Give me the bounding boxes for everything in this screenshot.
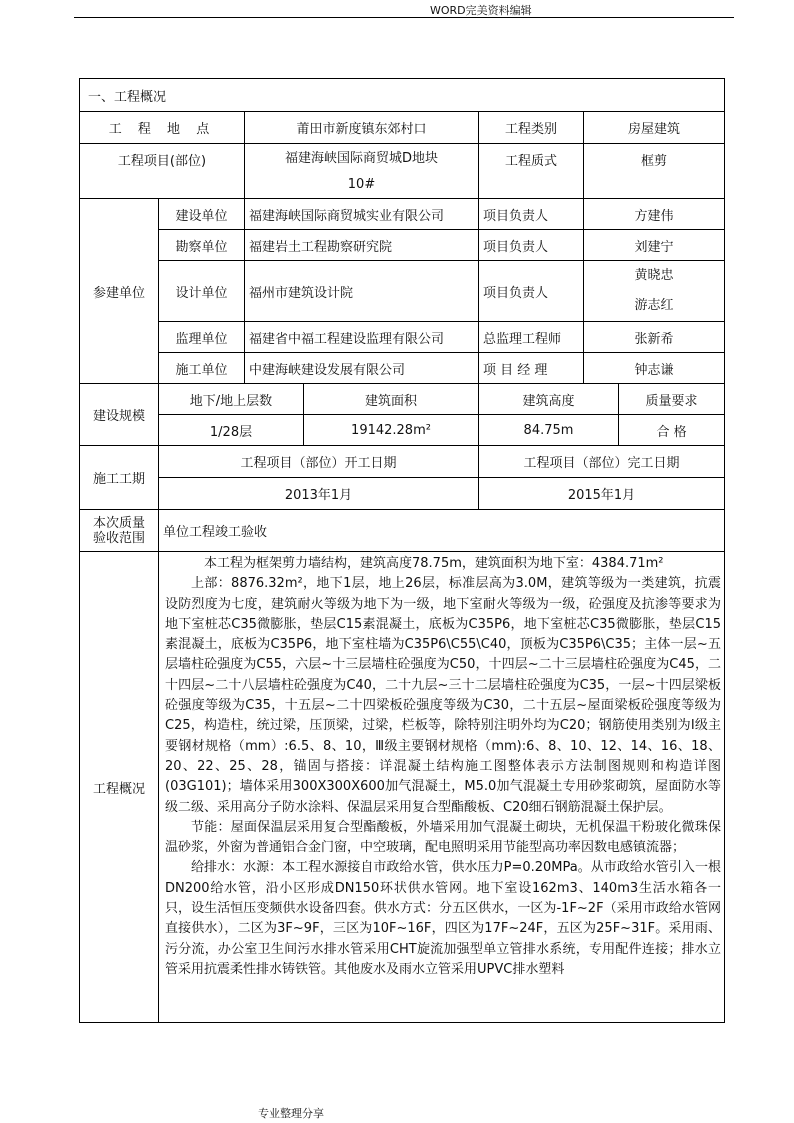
quality-label: 工程质式 — [479, 144, 584, 199]
participant-company: 福建岩土工程勘察研究院 — [245, 230, 479, 261]
period-start-value: 2013年1月 — [159, 478, 479, 510]
overview-row — [80, 552, 725, 1023]
acceptance-form-table — [79, 78, 725, 1023]
overview-label: 工程概况 — [80, 552, 159, 1023]
participant-row — [80, 199, 725, 230]
overview-paragraph: 节能：屋面保温层采用复合型酯酸板，外墙采用加气混凝土砌块，无机保温干粉玻化微珠保温砂浆，外窗为普通铝合金门窗，中空玻璃，配电照明采用节能型高功率因数电感镇流器； — [165, 819, 722, 856]
location-value: 莆田市新度镇东郊村口 — [245, 112, 479, 144]
scale-header-height: 建筑高度 — [479, 384, 619, 415]
project-value-line2: 10# — [347, 177, 376, 192]
scope-value: 单位工程竣工验收 — [159, 510, 725, 552]
participant-role: 施工单位 — [159, 353, 245, 384]
period-label: 施工工期 — [80, 446, 159, 510]
participant-person: 方建伟 — [584, 199, 725, 230]
period-start-label: 工程项目（部位）开工日期 — [159, 446, 479, 478]
participant-title: 项目负责人 — [479, 261, 584, 322]
participant-title: 总监理工程师 — [479, 322, 584, 353]
participant-row — [80, 353, 725, 384]
scale-header-area: 建筑面积 — [304, 384, 479, 415]
participant-role: 监理单位 — [159, 322, 245, 353]
participant-company: 福建省中福工程建设监理有限公司 — [245, 322, 479, 353]
overview-text — [159, 552, 725, 1023]
scale-value-row — [80, 415, 725, 446]
participant-person-2: 游志红 — [634, 298, 674, 313]
scope-label — [80, 510, 159, 552]
section-row — [80, 79, 725, 112]
participant-role: 设计单位 — [159, 261, 245, 322]
participant-title: 项目负责人 — [479, 199, 584, 230]
participant-title: 项 目 经 理 — [479, 353, 584, 384]
period-end-label: 工程项目（部位）完工日期 — [479, 446, 725, 478]
scope-row — [80, 510, 725, 552]
scale-header-row — [80, 384, 725, 415]
page-footer: 专业整理分享 — [258, 1107, 324, 1120]
participant-company: 福州市建筑设计院 — [245, 261, 479, 322]
participant-company: 中建海峡建设发展有限公司 — [245, 353, 479, 384]
participant-row — [80, 322, 725, 353]
scope-label-line1: 本次质量 — [92, 515, 145, 531]
participants-label: 参建单位 — [80, 199, 159, 384]
participant-row — [80, 261, 725, 322]
participant-role: 建设单位 — [159, 199, 245, 230]
participant-person-1: 黄晓忠 — [634, 268, 674, 283]
period-end-value: 2015年1月 — [479, 478, 725, 510]
project-row — [80, 144, 725, 199]
scope-label-line2: 验收范围 — [92, 530, 145, 546]
scale-value-area: 19142.28m² — [304, 415, 479, 446]
type-value: 房屋建筑 — [584, 112, 725, 144]
participant-row — [80, 230, 725, 261]
overview-paragraph: 本工程为框架剪力墙结构，建筑高度78.75m，建筑面积为地下室：4384.71m² — [204, 556, 664, 571]
section-title: 一、工程概况 — [80, 79, 725, 112]
scale-value-height: 84.75m — [479, 415, 619, 446]
participant-person: 张新希 — [584, 322, 725, 353]
project-label: 工程项目(部位) — [80, 144, 245, 199]
header-text: WORD完美资料编辑 — [430, 4, 532, 17]
overview-paragraph: 上部：8876.32m²，地下1层，地上26层，标准层高为3.0M，建筑等级为一类建筑，抗震设防烈度为七度，建筑耐火等级为地下为一级，地下室耐火等级为一级，砼强度及抗渗等要求为地下室桩芯C35微膨胀，垫层C15素混凝土，底板为C35P6，地下室桩芯C35微膨胀，垫层C15素混凝土，底板为C35P6，地下室柱墙为C35P6\C55\C40，顶板为C35P6\C35；主体一层~五层墙柱砼强度为C55，六层~十三层墙柱砼强度为C50，十四层~二十三层墙柱砼强度为C45，二十四层~二十八层墙柱砼强度为C40，二十九层~三十二层墙柱砼强度为C35，一层~十四层梁板砼强度等级为C35，十五层~二十四梁板砼强度等级为C30，二十五层~屋面梁板砼强度等级为C25，构造柱，统过梁，压顶梁，过梁，栏板等，除特别注明外均为C20；钢筋使用类别为Ⅰ级主要钢材规格（mm）:6.5、8、10，Ⅲ级主要钢材规格（mm):6、8、10、12、14、16、18、20、22、25、28，锚固与搭接：详混凝土结构施工图整体表示方法制图规则和构造详图(03G101)；墙体采用300X300X600加气混凝土，M5.0加气混凝土专用砂浆砌筑，屋面防水等级二级、采用高分子防水涂料、保温层采用复合型酯酸板、C20细石钢筋混凝土保护层。 — [165, 576, 722, 815]
participant-company: 福建海峡国际商贸城实业有限公司 — [245, 199, 479, 230]
scale-header-floors: 地下/地上层数 — [159, 384, 304, 415]
type-label: 工程类别 — [479, 112, 584, 144]
participant-person: 刘建宁 — [584, 230, 725, 261]
participant-role: 勘察单位 — [159, 230, 245, 261]
scale-header-quality: 质量要求 — [619, 384, 725, 415]
project-value — [245, 144, 479, 199]
participant-person: 钟志谦 — [584, 353, 725, 384]
scale-value-floors: 1/28层 — [159, 415, 304, 446]
page-header — [0, 0, 794, 20]
location-label: 工 程 地 点 — [80, 112, 245, 144]
scale-value-quality: 合 格 — [619, 415, 725, 446]
project-value-line1: 福建海峡国际商贸城D地块 — [284, 151, 438, 166]
period-header-row — [80, 446, 725, 478]
quality-value: 框剪 — [584, 144, 725, 199]
participant-title: 项目负责人 — [479, 230, 584, 261]
period-value-row — [80, 478, 725, 510]
overview-paragraph: 给排水：水源：本工程水源接自市政给水管，供水压力P=0.20MPa。从市政给水管引入一根DN200给水管，沿小区形成DN150环状供水管网。地下室设162m3、140m3生活水箱各一只，设生活恒压变频供水设备四套。供水方式：分五区供水，一区为-1F~2F（采用市政给水管网直接供水），二区为3F~9F，三区为10F~16F，四区为17F~24F，五区为25F~31F。采用雨、污分流，办公室卫生间污水排水管采用CHT旋流加强型单立管排水系统，专用配件连接；排水立管采用抗震柔性排水铸铁管。其他废水及雨水立管采用UPVC排水塑料 — [165, 860, 722, 977]
participant-person — [584, 261, 725, 322]
scale-label: 建设规模 — [80, 384, 159, 446]
header-rule — [74, 17, 734, 18]
location-row — [80, 112, 725, 144]
